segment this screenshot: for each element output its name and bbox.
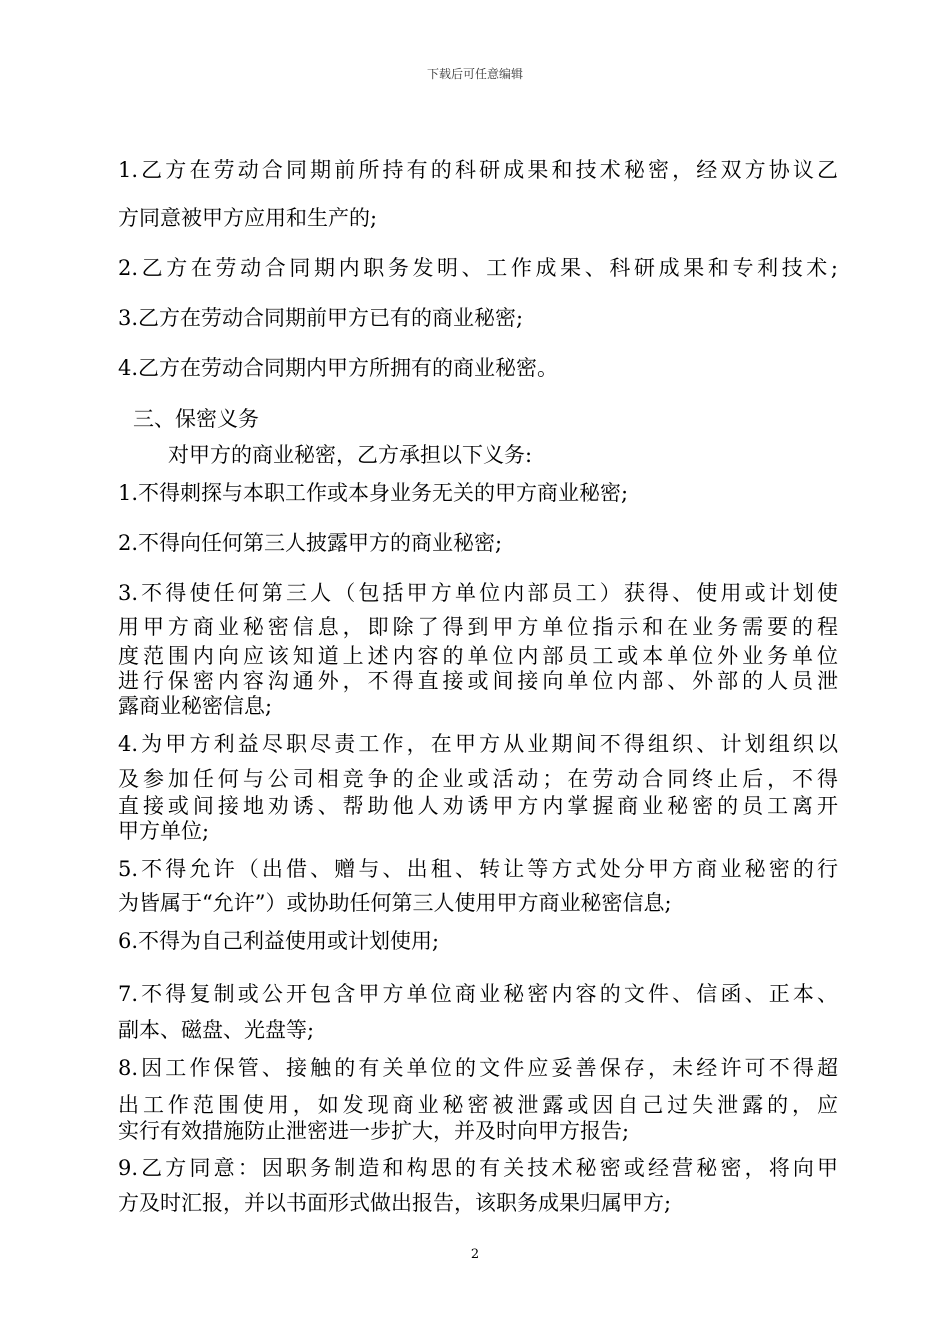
text-line: 方及时汇报，并以书面形式做出报告，该职务成果归属甲方; [118,1191,672,1215]
text-line: 1.乙方在劳动合同期前所持有的科研成果和技术秘密，经双方协议乙 [118,158,838,182]
text-line: 进行保密内容沟通外，不得直接或间接向单位内部、外部的人员泄 [118,669,838,693]
page-header: 下载后可任意编辑 [426,67,523,81]
text-line: 露商业秘密信息; [118,694,273,718]
text-line: 1.不得刺探与本职工作或本身业务无关的甲方商业秘密; [118,481,629,505]
text-line: 实行有效措施防止泄密进一步扩大，并及时向甲方报告; [118,1119,630,1143]
text-line: 方同意被甲方应用和生产的; [118,206,378,230]
text-line: 7.不得复制或公开包含甲方单位商业秘密内容的文件、信函、正本、 [118,982,838,1006]
page-number: 2 [470,1247,480,1262]
text-line: 9.乙方同意：因职务制造和构思的有关技术秘密或经营秘密，将向甲 [118,1156,838,1180]
text-line: 4.乙方在劳动合同期内甲方所拥有的商业秘密。 [118,356,559,380]
text-line: 及参加任何与公司相竞争的企业或活动；在劳动合同终止后，不得 [118,767,838,791]
text-line: 副本、磁盘、光盘等; [118,1018,315,1042]
text-line: 度范围内向应该知道上述内容的单位内部员工或本单位外业务单位 [118,644,838,668]
text-line: 4.为甲方利益尽职尽责工作，在甲方从业期间不得组织、计划组织以 [118,732,838,756]
text-line: 6.不得为自己利益使用或计划使用; [118,929,440,953]
text-line: 3.不得使任何第三人（包括甲方单位内部员工）获得、使用或计划使 [118,581,838,605]
text-line: 直接或间接地劝诱、帮助他人劝诱甲方内掌握商业秘密的员工离开 [118,794,838,818]
text-line: 2.不得向任何第三人披露甲方的商业秘密; [118,531,503,555]
text-line: 2.乙方在劳动合同期内职务发明、工作成果、科研成果和专利技术; [118,256,838,280]
text-line: 3.乙方在劳动合同期前甲方已有的商业秘密; [118,306,524,330]
text-line: 为皆属于“允许”）或协助任何第三人使用甲方商业秘密信息; [118,891,672,915]
text-line: 对甲方的商业秘密，乙方承担以下义务: [168,443,533,467]
text-line: 5.不得允许（出借、赠与、出租、转让等方式处分甲方商业秘密的行 [118,857,838,881]
text-line: 出工作范围使用，如发现商业秘密被泄露或因自己过失泄露的，应 [118,1093,838,1117]
text-line: 用甲方商业秘密信息，即除了得到甲方单位指示和在业务需要的程 [118,615,838,639]
text-line: 8.因工作保管、接触的有关单位的文件应妥善保存，未经许可不得超 [118,1056,838,1080]
text-line: 甲方单位; [118,819,210,843]
section-heading: 三、保密义务 [133,407,259,431]
